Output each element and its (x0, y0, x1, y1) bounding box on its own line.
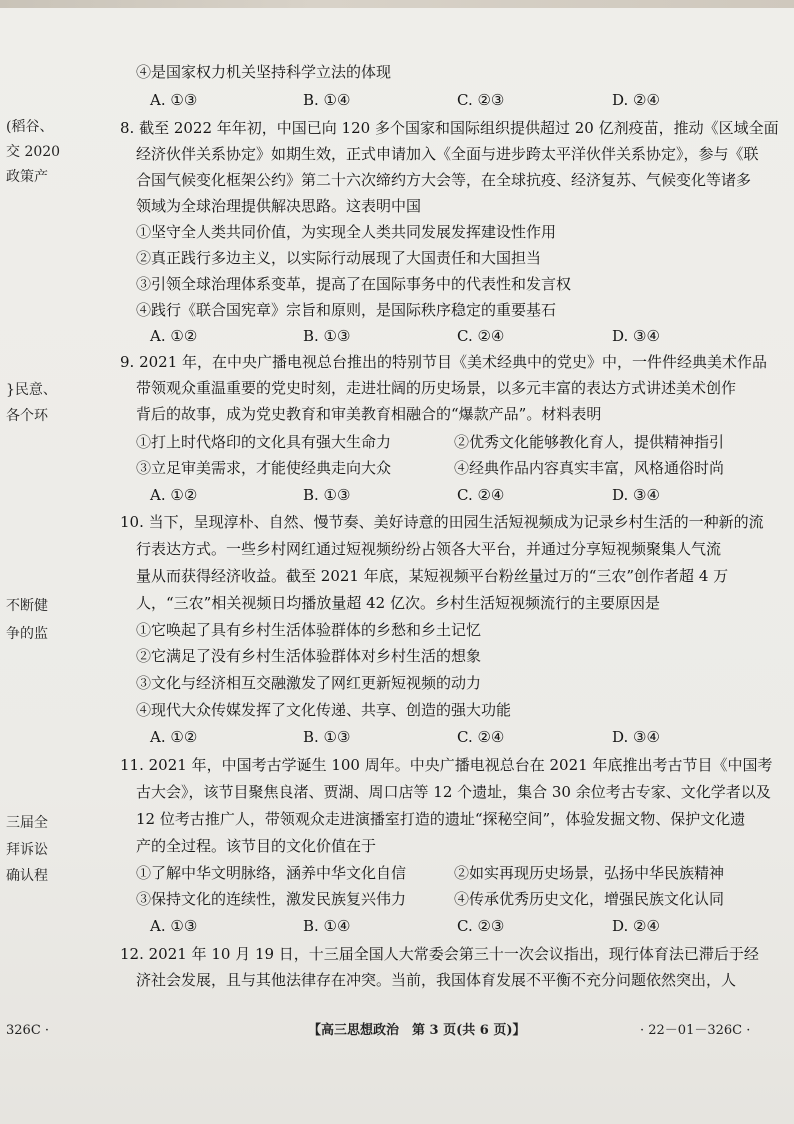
question-stem-line: 9. 2021 年，在中央广播电视总台推出的特别节目《美术经典中的党史》中，一件件经典美术作品 (120, 353, 768, 371)
option-b: B. ①③ (303, 327, 351, 345)
option-d: D. ③④ (612, 728, 660, 746)
question-stem-line: 济社会发展，且与其他法律存在冲突。当前，我国体育发展不平衡不充分问题依然突出，人 (136, 971, 737, 989)
margin-fragment: 交 2020 (6, 144, 61, 160)
question-stem-line: 产的全过程。该节目的文化价值在于 (136, 837, 377, 855)
statement-3: ③文化与经济相互交融激发了网红更新短视频的动力 (136, 674, 482, 692)
question-stem-line: 8. 截至 2022 年年初，中国已向 120 多个国家和国际组织提供超过 20 亿剂疫苗，推动《区域全面 (120, 119, 779, 137)
question-stem-line: 量从而获得经济收益。截至 2021 年底，某短视频平台粉丝量过万的“三农”创作者超 4 万 (136, 567, 729, 585)
footer-left-code: 326C · (6, 1023, 50, 1038)
question-stem-line: 经济伙伴关系协定》如期生效，正式申请加入《全面与进步跨太平洋伙伴关系协定》，参与《联 (136, 145, 759, 163)
statement-4: ④现代大众传媒发挥了文化传递、共享、创造的强大功能 (136, 701, 512, 719)
option-c: C. ②③ (457, 917, 505, 935)
question-stem-line: 带领观众重温重要的党史时刻，走进壮阔的历史场景，以多元丰富的表达方式讲述美术创作 (136, 379, 737, 397)
option-c: C. ②④ (457, 327, 505, 345)
option-b: B. ①④ (303, 917, 351, 935)
option-b: B. ①③ (303, 486, 351, 504)
margin-fragment: 各个环 (6, 408, 48, 424)
option-c: C. ②③ (457, 91, 505, 109)
margin-fragment: 拜诉讼 (6, 842, 48, 858)
margin-fragment: 争的监 (6, 626, 48, 642)
margin-fragment: 不断健 (6, 598, 48, 614)
scan-top-edge (0, 0, 794, 8)
option-d: D. ②④ (612, 91, 660, 109)
margin-fragment: }民意、 (6, 382, 57, 398)
option-d: D. ③④ (612, 486, 660, 504)
option-a: A. ①③ (150, 91, 198, 109)
statement-2: ②它满足了没有乡村生活体验群体对乡村生活的想象 (136, 647, 482, 665)
statement-3: ③立足审美需求，才能使经典走向大众 (136, 459, 392, 477)
statement-4: ④经典作品内容真实丰富，风格通俗时尚 (454, 459, 725, 477)
statement-2: ②真正践行多边主义，以实际行动展现了大国责任和大国担当 (136, 249, 542, 267)
margin-fragment: 政策产 (6, 169, 48, 185)
statement-4: ④践行《联合国宪章》宗旨和原则，是国际秩序稳定的重要基石 (136, 301, 557, 319)
option-d: D. ②④ (612, 917, 660, 935)
statement-1: ①了解中华文明脉络，涵养中华文化自信 (136, 864, 407, 882)
option-a: A. ①② (150, 728, 198, 746)
option-c: C. ②④ (457, 728, 505, 746)
question-stem-line: 行表达方式。一些乡村网红通过短视频纷纷占领各大平台，并通过分享短视频聚集人气流 (136, 540, 722, 558)
question-stem-line: 领域为全球治理提供解决思路。这表明中国 (136, 197, 422, 215)
footer-page-info: 【高三思想政治 第 3 页(共 6 页)】 (308, 1023, 526, 1038)
option-a: A. ①③ (150, 917, 198, 935)
option-d: D. ③④ (612, 327, 660, 345)
statement-2: ②如实再现历史场景，弘扬中华民族精神 (454, 864, 725, 882)
question-stem-line: 12 位考古推广人，带领观众走进演播室打造的遗址“探秘空间”，体验发掘文物、保护文化遗 (136, 810, 746, 828)
question-stem-line: 10. 当下，呈现淳朴、自然、慢节奏、美好诗意的田园生活短视频成为记录乡村生活的一种新的流 (120, 513, 764, 531)
question-stem-line: 古大会》，该节目聚焦良渚、贾湖、周口店等 12 个遗址，集合 30 余位考古专家、文化学者以及 (136, 783, 771, 801)
margin-fragment: 三届全 (6, 815, 48, 831)
option-b: B. ①④ (303, 91, 351, 109)
margin-fragment: (稻谷、 (6, 119, 54, 135)
statement-1: ①坚守全人类共同价值，为实现全人类共同发展发挥建设性作用 (136, 223, 557, 241)
question-stem-line: 合国气候变化框架公约》第二十六次缔约方大会等，在全球抗疫、经济复苏、气候变化等诸多 (136, 171, 752, 189)
statement-3: ③引领全球治理体系变革，提高了在国际事务中的代表性和发言权 (136, 275, 572, 293)
option-b: B. ①③ (303, 728, 351, 746)
footer-right-code: · 22－01－326C · (640, 1023, 751, 1038)
question-stem-line: 12. 2021 年 10 月 19 日，十三届全国人大常委会第三十一次会议指出，现行体育法已滞后于经 (120, 945, 759, 963)
statement-1: ①它唤起了具有乡村生活体验群体的乡愁和乡土记忆 (136, 621, 482, 639)
statement-2: ②优秀文化能够教化育人，提供精神指引 (454, 433, 725, 451)
statement-4: ④是国家权力机关坚持科学立法的体现 (136, 63, 392, 81)
statement-3: ③保持文化的连续性，激发民族复兴伟力 (136, 890, 407, 908)
margin-fragment: 确认程 (6, 868, 48, 884)
question-stem-line: 背后的故事，成为党史教育和审美教育相融合的“爆款产品”。材料表明 (136, 405, 602, 423)
question-stem-line: 11. 2021 年，中国考古学诞生 100 周年。中央广播电视总台在 2021 年底推出考古节目《中国考 (120, 756, 773, 774)
option-c: C. ②④ (457, 486, 505, 504)
statement-4: ④传承优秀历史文化，增强民族文化认同 (454, 890, 725, 908)
option-a: A. ①② (150, 327, 198, 345)
question-stem-line: 人，“三农”相关视频日均播放量超 42 亿次。乡村生活短视频流行的主要原因是 (136, 594, 660, 612)
option-a: A. ①② (150, 486, 198, 504)
statement-1: ①打上时代烙印的文化具有强大生命力 (136, 433, 392, 451)
